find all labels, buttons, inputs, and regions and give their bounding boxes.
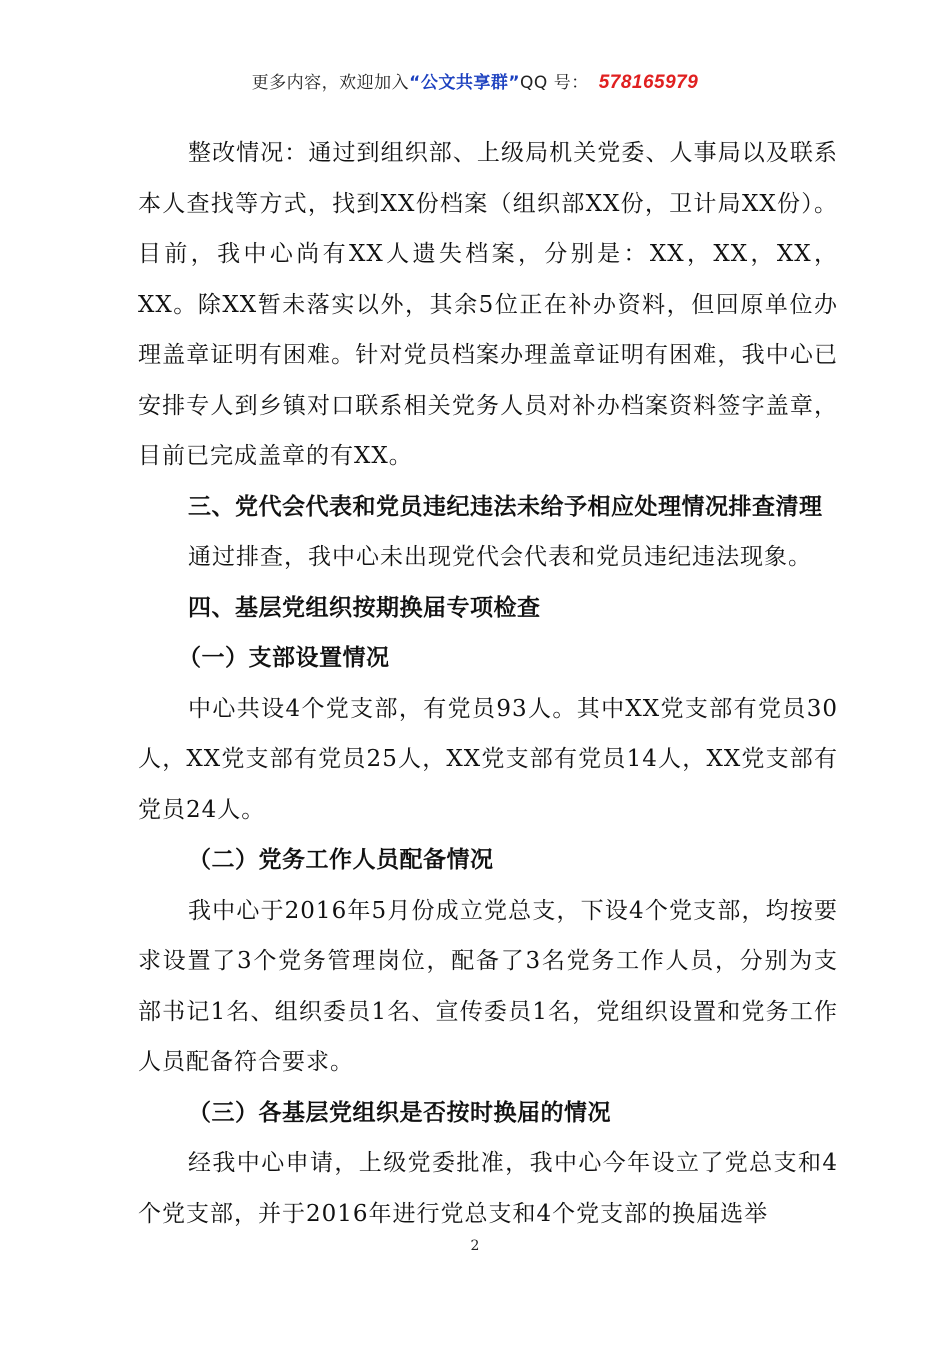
subheading-2: （二）党务工作人员配备情况 [188, 847, 494, 873]
subheading-1: （一）支部设置情况 [178, 645, 390, 671]
branch-setup-paragraph: 中心共设4个党支部，有党员93人。其中XX党支部有党员30人，XX党支部有党员25人，XX党支部有党员14人，XX党支部有党员24人。 [138, 695, 838, 823]
section-heading-4: 四、基层党组织按期换届专项检查 [188, 594, 541, 621]
document-body [138, 128, 838, 1239]
section-heading-3: 三、党代会代表和党员违纪违法未给予相应处理情况排查清理 [188, 493, 823, 520]
page-number: 2 [470, 1238, 480, 1254]
header-qq-label: QQ 号： [520, 73, 589, 93]
election-paragraph: 经我中心申请，上级党委批准，我中心今年设立了党总支和4个党支部，并于2016年进行党总支和4个党支部的换届选举 [138, 1150, 838, 1227]
rectification-paragraph: 整改情况：通过到组织部、上级局机关党委、人事局以及联系本人查找等方式，找到XX份档案（组织部XX份，卫计局XX份）。目前，我中心尚有XX人遗失档案，分别是：XX，XX，XX，XX。除XX暂未落实以外，其余5位正在补办资料，但回原单位办理盖章证明有困难。针对党员档案办理盖章证明有困难，我中心已安排专人到乡镇对口联系相关党务人员对补办档案资料签字盖章，目前已完成盖章的有XX。 [138, 140, 838, 469]
staffing-paragraph: 我中心于2016年5月份成立党总支，下设4个党支部，均按要求设置了3个党务管理岗位，配备了3名党务工作人员，分别为支部书记1名、组织委员1名、宣传委员1名，党组织设置和党务工作人员配备符合要求。 [138, 897, 838, 1075]
section-3-paragraph: 通过排查，我中心未出现党代会代表和党员违纪违法现象。 [188, 544, 812, 570]
header-group-name: “公文共享群” [409, 73, 521, 93]
page-header [0, 68, 950, 94]
header-prefix: 更多内容，欢迎加入 [251, 73, 410, 93]
subheading-3: （三）各基层党组织是否按时换届的情况 [188, 1099, 611, 1126]
header-qq-number: 578165979 [598, 72, 699, 93]
